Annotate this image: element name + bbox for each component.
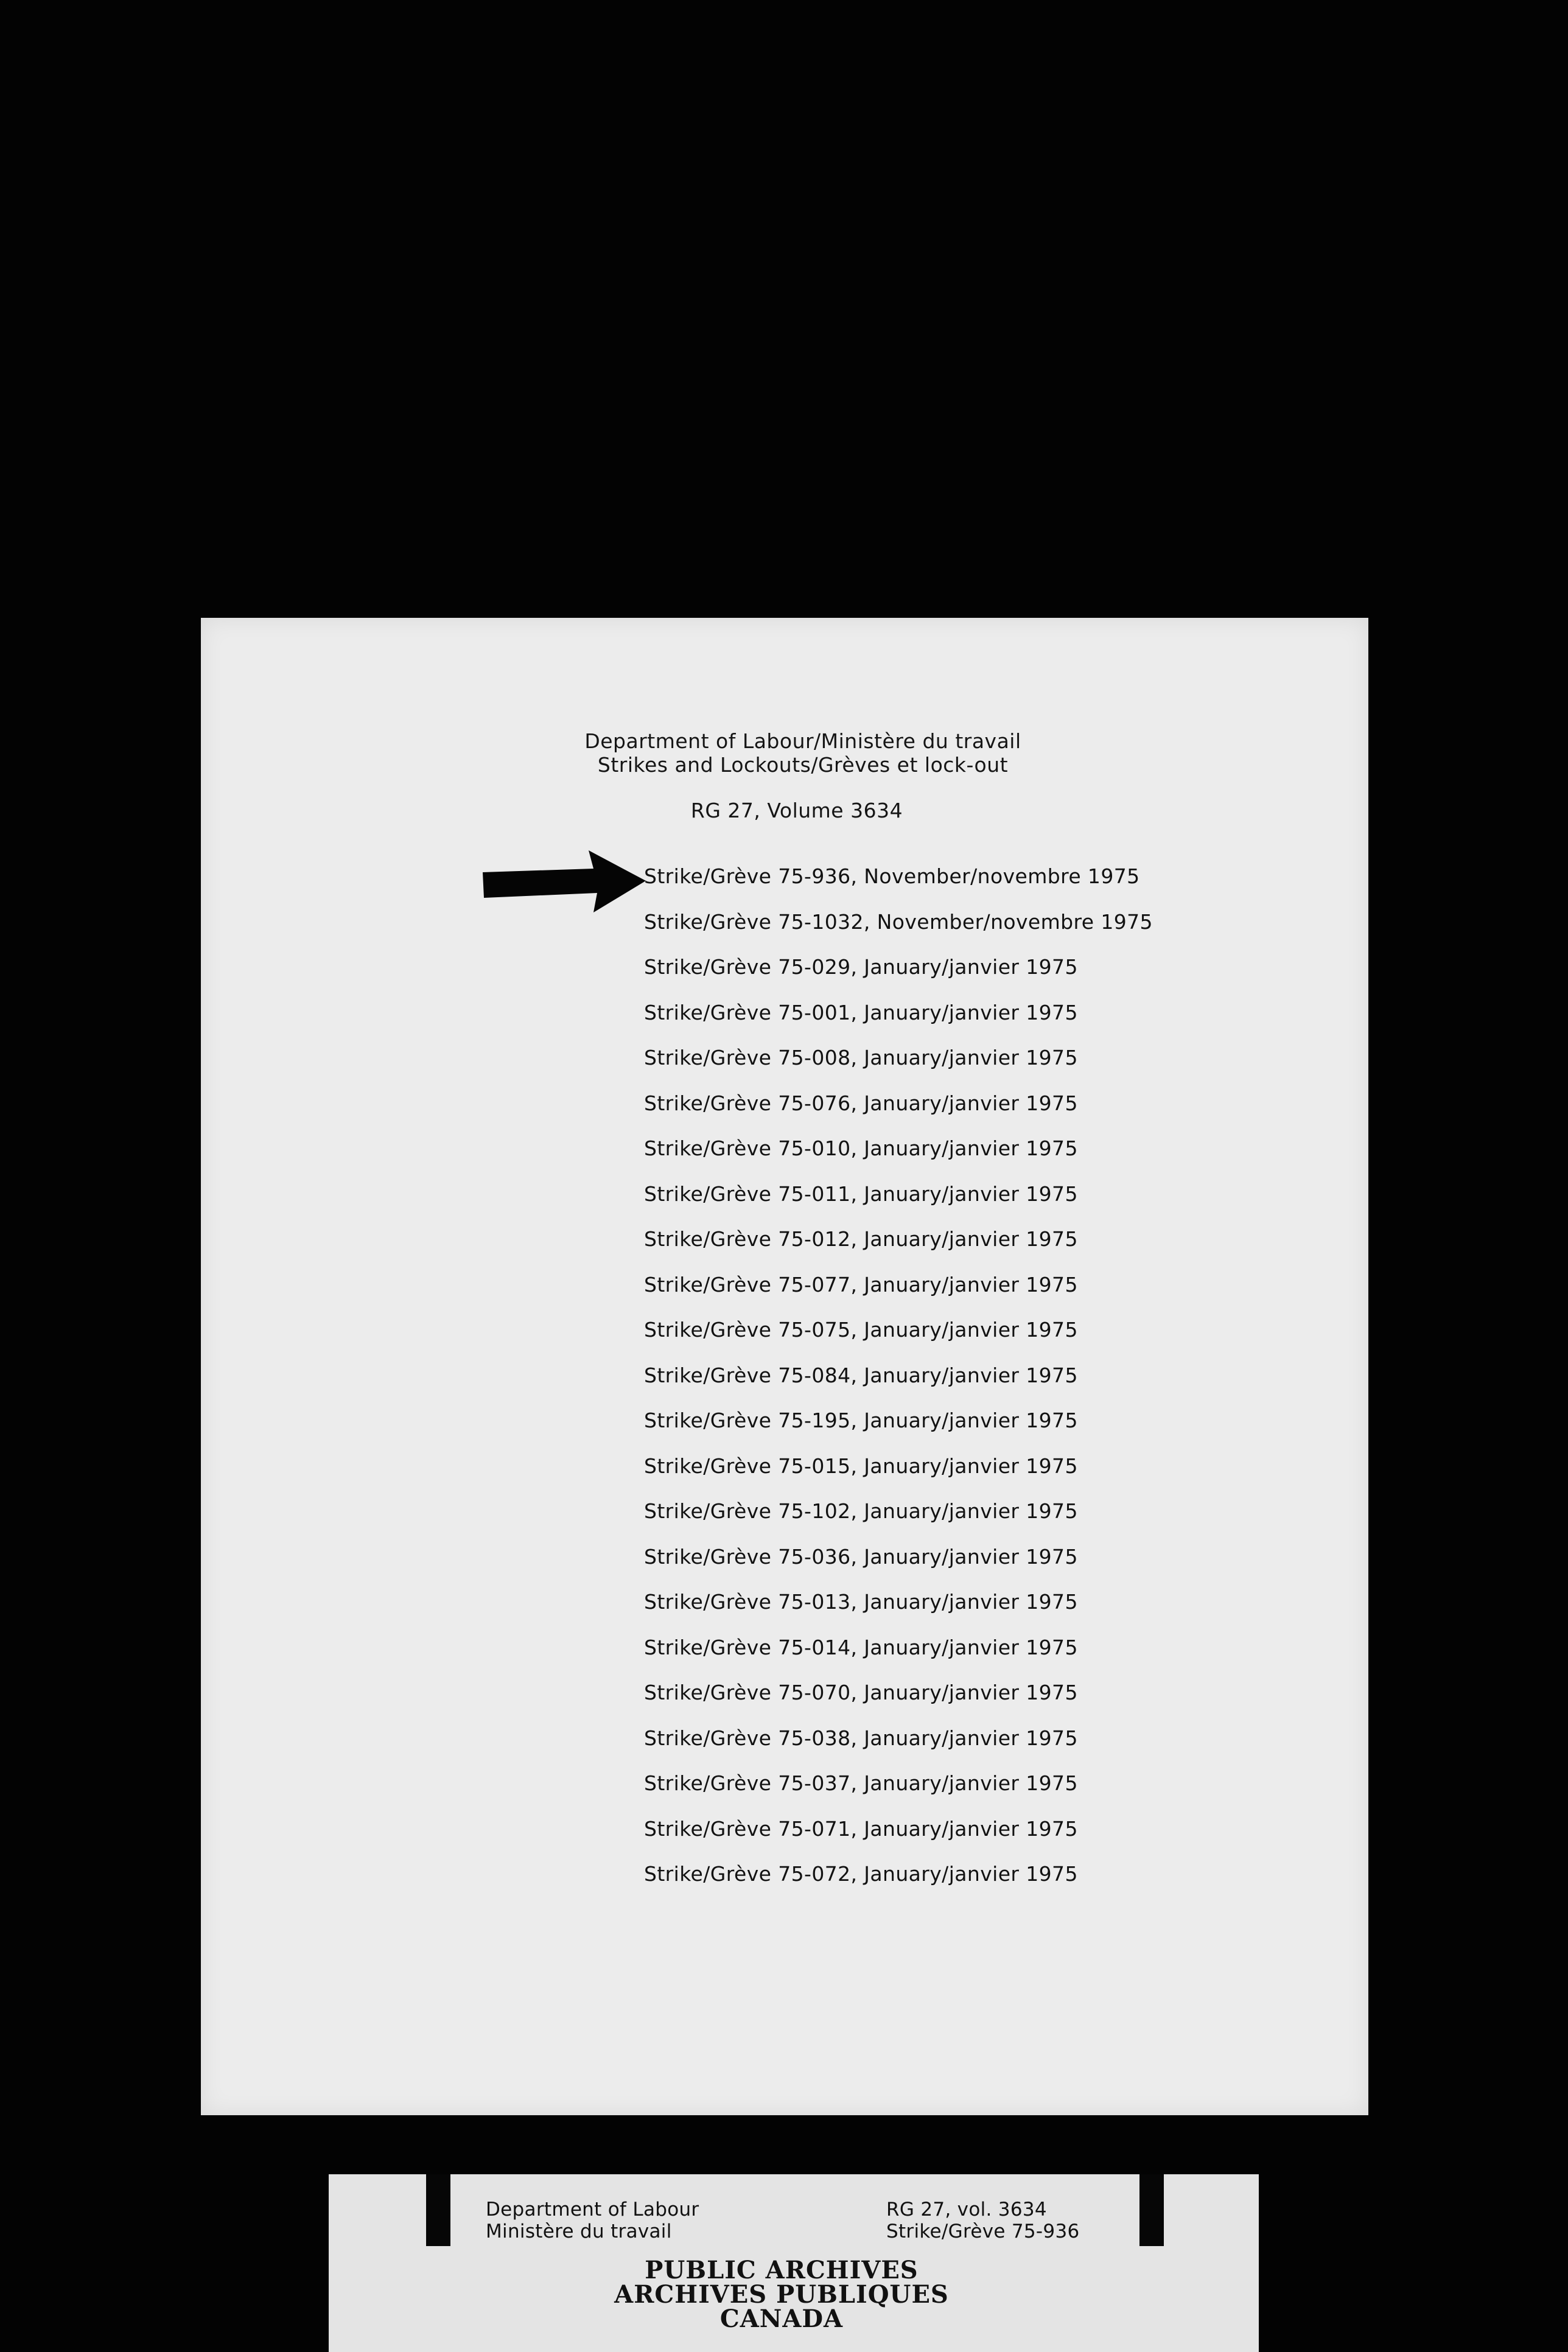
- header-volume: RG 27, Volume 3634: [690, 799, 903, 822]
- strike-entry: Strike/Grève 75-084, January/janvier 1975: [644, 1363, 1078, 1387]
- card-department-fr: Ministère du travail: [486, 2221, 672, 2242]
- card-bar-left: [426, 2174, 450, 2246]
- strike-entry: Strike/Grève 75-072, January/janvier 1975: [644, 1862, 1078, 1886]
- strike-entry: Strike/Grève 75-014, January/janvier 1975: [644, 1635, 1078, 1659]
- strike-entry: Strike/Grève 75-038, January/janvier 1975: [644, 1726, 1078, 1750]
- strike-entry: Strike/Grève 75-036, January/janvier 1975: [644, 1544, 1078, 1569]
- archives-title-fr: ARCHIVES PUBLIQUES: [614, 2280, 949, 2309]
- strike-list: [644, 864, 1153, 1908]
- strike-entry: Strike/Grève 75-077, January/janvier 1975: [644, 1272, 1078, 1297]
- archives-country: CANADA: [719, 2305, 844, 2333]
- strike-entry: Strike/Grève 75-075, January/janvier 1975: [644, 1318, 1078, 1342]
- strike-entry: Strike/Grève 75-1032, November/novembre 1975: [644, 909, 1153, 934]
- archives-title-en: PUBLIC ARCHIVES: [645, 2256, 919, 2284]
- strike-entry: Strike/Grève 75-013, January/janvier 1975: [644, 1590, 1078, 1614]
- document-page: [201, 618, 1368, 2115]
- strike-entry: Strike/Grève 75-076, January/janvier 1975: [644, 1091, 1078, 1115]
- arrow-right-icon: [478, 849, 648, 916]
- strike-entry: Strike/Grève 75-011, January/janvier 1975: [644, 1181, 1078, 1206]
- card-bar-right: [1139, 2174, 1164, 2246]
- card-reference: RG 27, vol. 3634: [886, 2199, 1047, 2221]
- strike-entry: Strike/Grève 75-029, January/janvier 1975: [644, 955, 1078, 979]
- strike-entry: Strike/Grève 75-015, January/janvier 1975: [644, 1454, 1078, 1478]
- strike-entry: Strike/Grève 75-001, January/janvier 1975: [644, 1000, 1078, 1024]
- header-series: Strikes and Lockouts/Grèves et lock-out: [597, 753, 1009, 777]
- strike-entry: Strike/Grève 75-008, January/janvier 1975: [644, 1046, 1078, 1069]
- strike-entry: Strike/Grève 75-070, January/janvier 1975: [644, 1681, 1078, 1704]
- strike-entry: Strike/Grève 75-010, January/janvier 1975: [644, 1136, 1078, 1160]
- card-department-en: Department of Labour: [486, 2199, 699, 2221]
- card-strike: Strike/Grève 75-936: [886, 2221, 1080, 2242]
- strike-entry: Strike/Grève 75-936, November/novembre 1975: [644, 864, 1140, 888]
- header-department: Department of Labour/Ministère du travail: [584, 729, 1021, 753]
- strike-entry: Strike/Grève 75-195, January/janvier 1975: [644, 1409, 1078, 1432]
- archive-label-card: [329, 2174, 1259, 2352]
- strike-entry: Strike/Grève 75-037, January/janvier 1975: [644, 1771, 1078, 1795]
- strike-entry: Strike/Grève 75-102, January/janvier 1975: [644, 1499, 1078, 1523]
- strike-entry: Strike/Grève 75-071, January/janvier 1975: [644, 1816, 1078, 1841]
- strike-entry: Strike/Grève 75-012, January/janvier 1975: [644, 1227, 1078, 1251]
